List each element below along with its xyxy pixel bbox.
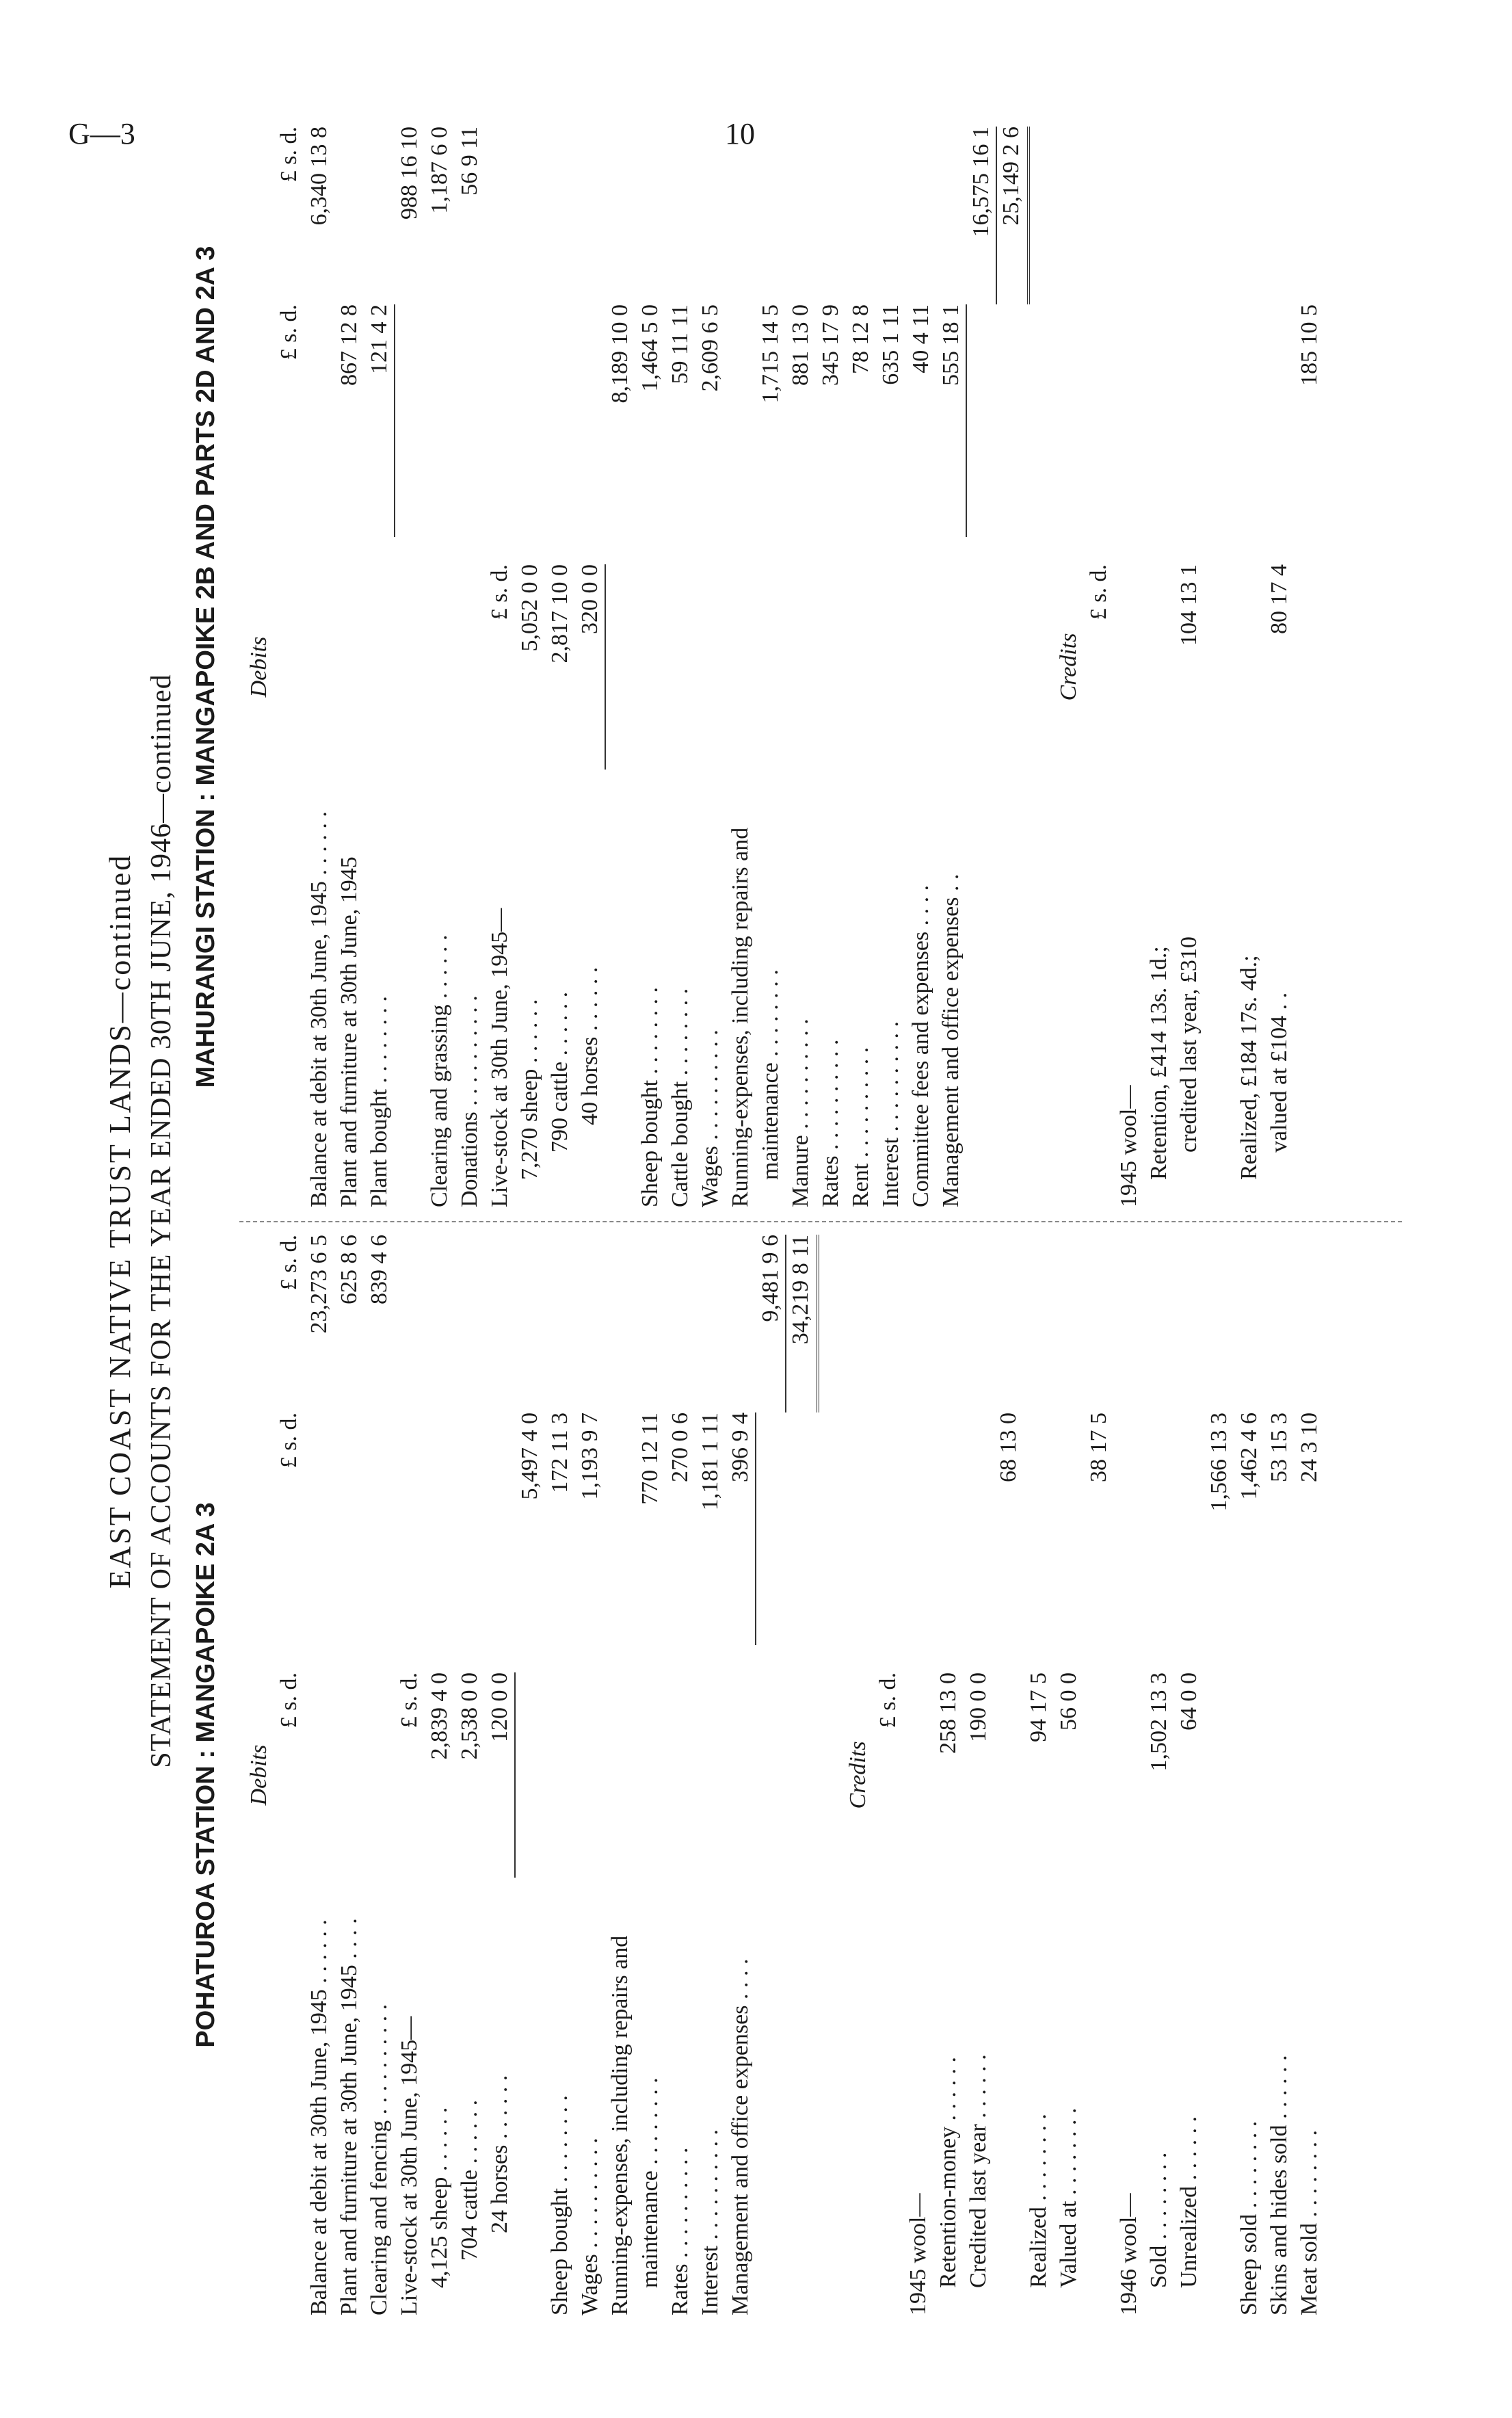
station1-debits-row	[306, 1235, 334, 2315]
row-label: Meat sold . . . . . . . .	[1297, 2129, 1322, 2315]
station1-credits-row	[1236, 1235, 1264, 2315]
station2-debits-row	[998, 127, 1026, 1207]
row-label: Plant and furniture at 30th June, 1945	[336, 856, 362, 1207]
row-amount: 40 4 11	[908, 304, 933, 373]
station2-debits-row	[607, 127, 635, 1207]
pohaturoa-accounts	[246, 1235, 1409, 2315]
row-amount: 121 4 2	[367, 304, 392, 374]
row-label: Balance at debit at 30th June, 1945 . . . . . .	[306, 811, 332, 1207]
row-label: Wages . . . . . . . . . .	[698, 1029, 723, 1207]
row-label: 4,125 sheep . . . . . .	[427, 2107, 452, 2288]
station2-debits-row	[517, 127, 544, 1207]
station2-debits-row	[276, 127, 304, 1207]
station1-credits-row	[1176, 1235, 1204, 2315]
station2-debits-row	[818, 127, 845, 1207]
row-label: Valued at . . . . . . . .	[1056, 2107, 1081, 2288]
row-label: Management and office expenses . . . .	[728, 1958, 753, 2315]
station2-debits-row	[698, 127, 725, 1207]
row-amount: £ s. d.	[875, 1672, 901, 1729]
station1-title: POHATUROA STATION : MANGAPOIKE 2A 3	[191, 1502, 220, 2048]
station2-debits-row	[968, 127, 996, 1207]
row-amount: 34,219 8 11	[788, 1235, 813, 1345]
row-amount: 6,340 13 8	[306, 127, 332, 226]
station2-credits-row	[1297, 127, 1324, 1207]
row-label: Sold . . . . . . . .	[1146, 2152, 1171, 2288]
station1-debits-row	[457, 1235, 484, 2315]
row-label: Balance at debit at 30th June, 1945 . . . . . .	[306, 1919, 332, 2315]
row-amount: 38 17 5	[1086, 1412, 1111, 1482]
row-label: Sheep bought . . . . . . . .	[637, 986, 663, 1207]
subtotal-rule	[966, 304, 967, 537]
row-label: 7,270 sheep . . . . . .	[517, 999, 542, 1180]
station2-debits-row	[667, 127, 695, 1207]
row-label: 1946 wool—	[1116, 2193, 1141, 2315]
row-amount: 190 0 0	[966, 1672, 991, 1742]
row-label: 704 cattle . . . . . .	[457, 2099, 482, 2261]
station1-debits-row	[788, 1235, 815, 2315]
station2-debits-row	[427, 127, 454, 1207]
row-label: Rates . . . . . . . . . .	[818, 1039, 843, 1207]
station2-credits-row	[1116, 127, 1143, 1207]
total-rule	[817, 1235, 819, 1412]
row-amount: £ s. d.	[397, 1672, 422, 1729]
station1-debits-row	[667, 1235, 695, 2315]
station2-debits-row	[938, 127, 966, 1207]
row-amount: 80 17 4	[1266, 564, 1292, 634]
row-label: 1945 wool—	[905, 2193, 931, 2315]
subtotal-rule	[785, 1235, 786, 1412]
station1-credits-row	[905, 1235, 933, 2315]
station1-debits-row	[577, 1235, 605, 2315]
station1-credits-row	[966, 1235, 993, 2315]
row-label: 790 cattle . . . . . .	[547, 991, 572, 1153]
row-label: Realized, £184 17s. 4d.;	[1236, 955, 1262, 1180]
row-amount: 555 18 1	[938, 304, 964, 386]
row-amount: 2,839 4 0	[427, 1672, 452, 1760]
station2-debits-row	[457, 127, 484, 1207]
station1-debits-row	[397, 1235, 424, 2315]
row-amount: £ s. d.	[276, 1235, 302, 1291]
row-label: Clearing and grassing . . . . . .	[427, 934, 452, 1207]
station2-debits-row	[577, 127, 605, 1207]
row-amount: £ s. d.	[276, 127, 302, 183]
row-amount: 5,052 0 0	[517, 564, 542, 652]
row-label: Unrealized . . . . . .	[1176, 2116, 1202, 2288]
station2-debits-row	[487, 127, 514, 1207]
row-amount: 988 16 10	[397, 127, 422, 220]
row-label: Plant and furniture at 30th June, 1945 . . . .	[336, 1918, 362, 2315]
rotated-document-body	[103, 127, 1436, 2315]
subtotal-rule	[755, 1412, 756, 1645]
subtotal-rule	[394, 304, 395, 537]
row-amount: 59 11 11	[667, 304, 693, 384]
row-amount: 1,464 5 0	[637, 304, 663, 392]
station1-debits-row	[487, 1235, 514, 2315]
row-amount: 9,481 9 6	[758, 1235, 783, 1322]
station2-debits-row	[367, 127, 394, 1207]
station1-credits-row	[1026, 1235, 1053, 2315]
station1-credits-row	[1086, 1235, 1113, 2315]
station1-debits-row	[728, 1235, 755, 2315]
row-label: Running-expenses, including repairs and	[728, 827, 753, 1207]
station1-credits-row	[996, 1235, 1023, 2315]
row-amount: 5,497 4 0	[517, 1412, 542, 1500]
station2-debits-row	[306, 127, 334, 1207]
station2-debits-row	[336, 127, 364, 1207]
row-label: Manure . . . . . . . . . .	[788, 1019, 813, 1207]
station1-credits-row	[1146, 1235, 1173, 2315]
station1-credits-row	[875, 1235, 903, 2315]
station1-debits-row	[547, 1235, 574, 2315]
station1-debits-row	[276, 1235, 304, 2315]
row-amount: 1,193 9 7	[577, 1412, 602, 1500]
station2-credits-row	[1146, 127, 1173, 1207]
station1-debits-row	[427, 1235, 454, 2315]
row-amount: 56 0 0	[1056, 1672, 1081, 1731]
row-label: Sheep sold . . . . . . . .	[1236, 2120, 1262, 2315]
row-label: Live-stock at 30th June, 1945—	[397, 2016, 422, 2315]
row-amount: 24 3 10	[1297, 1412, 1322, 1482]
row-amount: 56 9 11	[457, 127, 482, 196]
row-label: Sheep bought . . . . . . . .	[547, 2094, 572, 2315]
subtotal-rule	[996, 127, 997, 304]
station2-debits-row	[637, 127, 665, 1207]
station2-debits-row	[397, 127, 424, 1207]
station1-credits-row	[1056, 1235, 1083, 2315]
row-label: credited last year, £310	[1176, 936, 1202, 1153]
row-amount: 1,462 4 6	[1236, 1412, 1262, 1500]
row-amount: £ s. d.	[487, 564, 512, 620]
row-amount: 68 13 0	[996, 1412, 1021, 1482]
row-label: Retention-money . . . . . .	[936, 2056, 961, 2288]
row-amount: 881 13 0	[788, 304, 813, 386]
column-separator	[239, 1221, 1402, 1222]
row-label: 1945 wool—	[1116, 1085, 1141, 1207]
row-amount: 1,187 6 0	[427, 127, 452, 214]
sub-title: STATEMENT OF ACCOUNTS FOR THE YEAR ENDED 30TH JUNE, 1946—continued	[146, 674, 177, 1768]
row-label: 24 horses . . . . . .	[487, 2075, 512, 2233]
station2-debits-row	[878, 127, 905, 1207]
station1-debits-heading: Debits	[246, 1744, 271, 1806]
mahurangi-accounts	[246, 127, 1409, 1207]
station2-credits-row	[1266, 127, 1294, 1207]
station1-credits-row	[1116, 1235, 1143, 2315]
row-label: Retention, £414 13s. 1d.;	[1146, 946, 1171, 1180]
row-amount: 867 12 8	[336, 304, 362, 386]
total-rule	[1027, 127, 1030, 304]
row-amount: 2,817 10 0	[547, 564, 572, 663]
row-label: Clearing and fencing . . . . . . . . . .	[367, 2003, 392, 2315]
station1-debits-row	[367, 1235, 394, 2315]
station2-debits-row	[547, 127, 574, 1207]
station1-debits-row	[607, 1235, 635, 2315]
row-amount: 104 13 1	[1176, 564, 1202, 646]
row-label: Plant bought . . . . . . . .	[367, 996, 392, 1207]
station1-debits-row	[698, 1235, 725, 2315]
station2-credits-row	[1236, 127, 1264, 1207]
station2-credits-heading: Credits	[1056, 633, 1081, 701]
row-amount: 320 0 0	[577, 564, 602, 634]
row-amount: 16,575 16 1	[968, 127, 994, 237]
row-amount: 94 17 5	[1026, 1672, 1051, 1742]
row-amount: 2,609 6 5	[698, 304, 723, 392]
row-label: Running-expenses, including repairs and	[607, 1935, 633, 2315]
page-code: G—3	[68, 117, 135, 150]
row-label: maintenance . . . . . . . .	[758, 969, 783, 1180]
main-title: EAST COAST NATIVE TRUST LANDS—continued	[103, 853, 137, 1589]
subtotal-rule	[514, 1672, 516, 1878]
row-amount: £ s. d.	[276, 304, 302, 360]
row-label: Rates . . . . . . . . . .	[667, 2147, 693, 2315]
station2-credits-row	[1206, 127, 1234, 1207]
row-amount: 172 11 3	[547, 1412, 572, 1493]
station1-debits-row	[517, 1235, 544, 2315]
station2-debits-row	[758, 127, 785, 1207]
station1-debits-row	[758, 1235, 785, 2315]
row-label: 40 horses . . . . . .	[577, 967, 602, 1125]
row-label: Cattle bought . . . . . . . .	[667, 988, 693, 1207]
station1-credits-row	[1206, 1235, 1234, 2315]
subtotal-rule	[605, 564, 606, 770]
row-amount: 64 0 0	[1176, 1672, 1202, 1731]
page-number: 10	[725, 117, 755, 150]
station1-credits-row	[1297, 1235, 1324, 2315]
station2-debits-row	[728, 127, 755, 1207]
row-label: maintenance . . . . . . . .	[637, 2077, 663, 2288]
row-amount: 25,149 2 6	[998, 127, 1024, 226]
station2-debits-row	[848, 127, 875, 1207]
row-amount: 258 13 0	[936, 1672, 961, 1754]
row-amount: 396 9 4	[728, 1412, 753, 1482]
station1-credits-heading: Credits	[845, 1741, 871, 1809]
station2-debits-heading: Debits	[246, 636, 271, 698]
row-amount: 2,538 0 0	[457, 1672, 482, 1760]
row-label: Credited last year . . . . . .	[966, 2054, 991, 2288]
row-amount: 8,189 10 0	[607, 304, 633, 404]
row-amount: £ s. d.	[276, 1412, 302, 1469]
row-amount: 270 0 6	[667, 1412, 693, 1482]
station2-credits-row	[1086, 127, 1113, 1207]
row-label: Interest . . . . . . . . . .	[698, 2129, 723, 2315]
row-label: Wages . . . . . . . . . .	[577, 2138, 602, 2315]
row-amount: 1,502 13 3	[1146, 1672, 1171, 1772]
row-amount: 635 1 11	[878, 304, 903, 385]
row-label: Management and office expenses . .	[938, 873, 964, 1207]
station2-debits-row	[908, 127, 936, 1207]
row-label: Live-stock at 30th June, 1945—	[487, 908, 512, 1207]
row-amount: 53 15 3	[1266, 1412, 1292, 1482]
row-label: Skins and hides sold . . . . . .	[1266, 2055, 1292, 2315]
row-label: Committee fees and expenses . . . .	[908, 884, 933, 1207]
row-amount: £ s. d.	[276, 1672, 302, 1729]
row-amount: 345 17 9	[818, 304, 843, 386]
station2-title: MAHURANGI STATION : MANGAPOIKE 2B AND PARTS 2D AND 2A 3	[191, 246, 220, 1088]
station1-debits-row	[336, 1235, 364, 2315]
row-amount: 625 8 6	[336, 1235, 362, 1304]
row-amount: £ s. d.	[1086, 564, 1111, 620]
row-amount: 839 4 6	[367, 1235, 392, 1304]
row-amount: 770 12 11	[637, 1412, 663, 1505]
station2-credits-row	[1176, 127, 1204, 1207]
row-amount: 1,181 1 11	[698, 1412, 723, 1511]
row-label: Donations . . . . . . . . . .	[457, 995, 482, 1207]
row-label: Rent . . . . . . . . . .	[848, 1047, 873, 1207]
station1-credits-row	[1266, 1235, 1294, 2315]
row-label: Realized . . . . . . . .	[1026, 2114, 1051, 2288]
row-amount: 1,566 13 3	[1206, 1412, 1232, 1512]
row-amount: 120 0 0	[487, 1672, 512, 1742]
row-amount: 185 10 5	[1297, 304, 1322, 386]
row-amount: 78 12 8	[848, 304, 873, 374]
row-label: valued at £104 . .	[1266, 992, 1292, 1153]
row-amount: 23,273 6 5	[306, 1235, 332, 1334]
station1-debits-row	[637, 1235, 665, 2315]
row-amount: 1,715 14 5	[758, 304, 783, 404]
row-label: Interest . . . . . . . . . .	[878, 1021, 903, 1207]
station2-debits-row	[788, 127, 815, 1207]
station1-credits-row	[936, 1235, 963, 2315]
